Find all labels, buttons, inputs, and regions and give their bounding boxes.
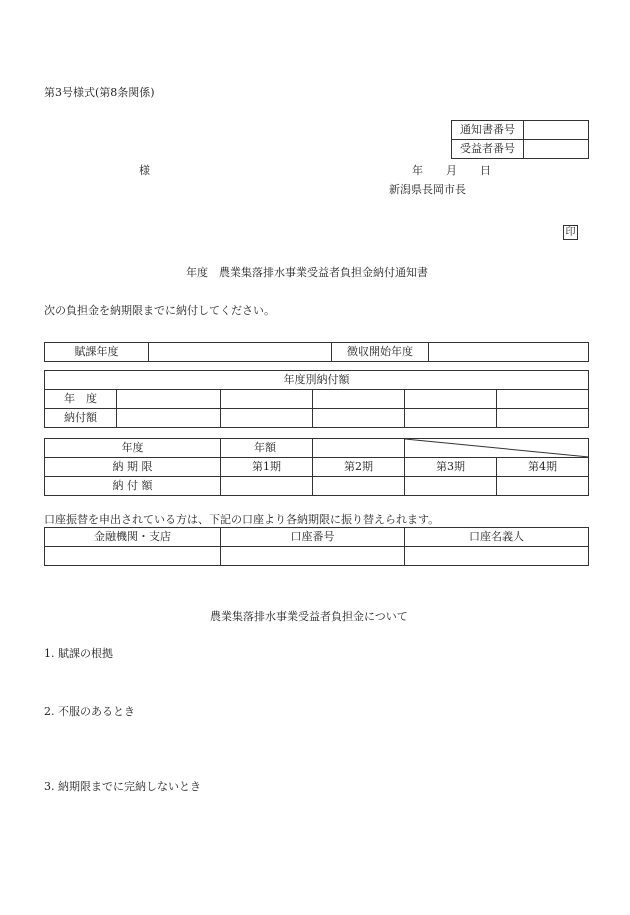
- account-holder-header: 口座名義人: [405, 528, 589, 547]
- date-line: 年 月 日: [412, 164, 497, 177]
- amount-label: 納付額: [45, 409, 117, 428]
- annual-payment-header: 年度別納付額: [45, 371, 589, 390]
- notice-number-label: 通知書番号: [452, 121, 524, 140]
- collection-start-label: 徴収開始年度: [332, 343, 429, 362]
- amount-cell[interactable]: [313, 409, 405, 428]
- year-cell[interactable]: [405, 390, 497, 409]
- amount-cell[interactable]: [117, 409, 221, 428]
- amount-cell[interactable]: [221, 409, 313, 428]
- section-title: 農業集落排水事業受益者負担金について: [210, 610, 408, 623]
- bank-branch-header: 金融機関・支店: [45, 528, 221, 547]
- installment-year-label: 年度: [45, 439, 221, 458]
- period-3: 第3期: [405, 458, 497, 477]
- item-nonpayment: 3. 納期限までに完納しないとき: [44, 780, 201, 793]
- bank-account-table: [44, 527, 589, 566]
- issuer: 新潟県長岡市長: [389, 183, 466, 196]
- form-label: 第3号様式(第8条関係): [44, 86, 155, 99]
- year-cell[interactable]: [313, 390, 405, 409]
- payment-amount-cell[interactable]: [221, 477, 313, 496]
- amount-cell[interactable]: [405, 409, 497, 428]
- item-basis: 1. 賦課の根拠: [44, 647, 113, 660]
- period-1: 第1期: [221, 458, 313, 477]
- assessment-table: [44, 342, 589, 362]
- assessment-year-value[interactable]: [149, 343, 332, 362]
- addressee-suffix: 様: [139, 164, 150, 177]
- due-date-label: 納 期 限: [45, 458, 221, 477]
- annual-payment-table: [44, 370, 589, 428]
- year-cell[interactable]: [117, 390, 221, 409]
- document-title: 年度 農業集落排水事業受益者負担金納付通知書: [186, 266, 428, 279]
- diagonal-line: [405, 439, 589, 457]
- year-cell[interactable]: [497, 390, 589, 409]
- year-label: 年 度: [45, 390, 117, 409]
- collection-start-value[interactable]: [429, 343, 589, 362]
- amount-cell[interactable]: [497, 409, 589, 428]
- period-4: 第4期: [497, 458, 589, 477]
- diagonal-cell: [405, 439, 589, 458]
- period-2: 第2期: [313, 458, 405, 477]
- beneficiary-number-value[interactable]: [524, 140, 589, 159]
- notice-number-value[interactable]: [524, 121, 589, 140]
- bank-note: 口座振替を申出されている方は、下記の口座より各納期限に振り替えられます。: [44, 513, 440, 526]
- payment-amount-cell[interactable]: [313, 477, 405, 496]
- year-cell[interactable]: [221, 390, 313, 409]
- annual-amount-label: 年額: [221, 439, 313, 458]
- account-number-header: 口座番号: [221, 528, 405, 547]
- annual-amount-value[interactable]: [313, 439, 405, 458]
- payment-amount-cell[interactable]: [405, 477, 497, 496]
- assessment-year-label: 賦課年度: [45, 343, 149, 362]
- item-objection: 2. 不服のあるとき: [44, 705, 135, 718]
- instruction: 次の負担金を納期限までに納付してください。: [44, 304, 275, 317]
- account-number-value[interactable]: [221, 547, 405, 566]
- beneficiary-number-label: 受益者番号: [452, 140, 524, 159]
- seal-mark: 印: [563, 225, 578, 240]
- account-holder-value[interactable]: [405, 547, 589, 566]
- installment-table: [44, 438, 589, 496]
- number-box: [451, 120, 589, 159]
- payment-amount-cell[interactable]: [497, 477, 589, 496]
- bank-branch-value[interactable]: [45, 547, 221, 566]
- payment-amount-label: 納 付 額: [45, 477, 221, 496]
